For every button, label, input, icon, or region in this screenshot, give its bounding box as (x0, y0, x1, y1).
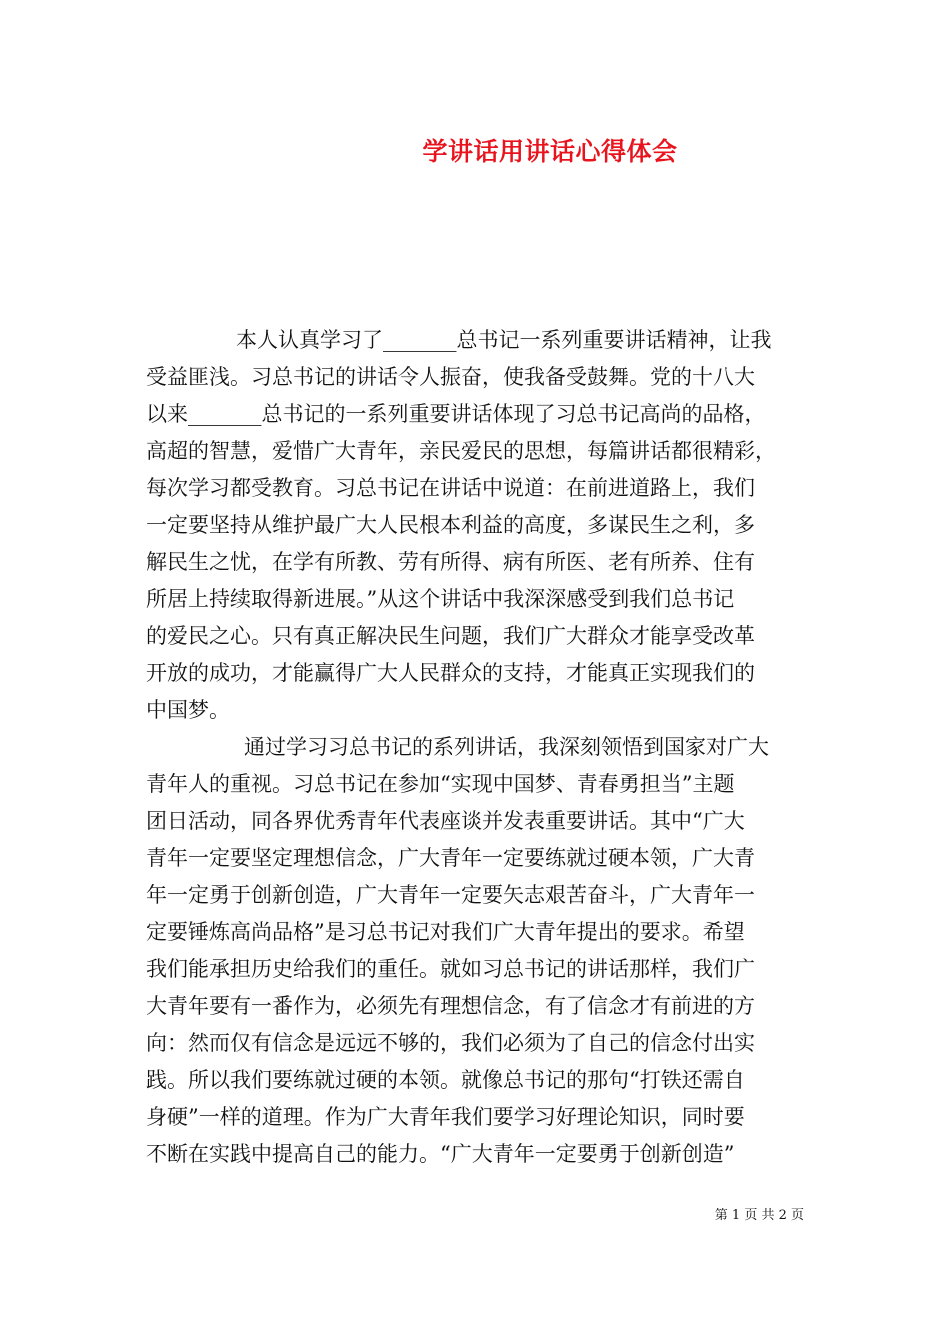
text-line: 受益匪浅。习总书记的讲话令人振奋，使我备受鼓舞。党的十八大 (146, 365, 755, 389)
page-number-footer: 第 1 页 共 2 页 (714, 1208, 804, 1223)
text-line: 团日活动，同各界优秀青年代表座谈并发表重要讲话。其中“广大 (146, 809, 745, 833)
text-line: 青年一定要坚定理想信念，广大青年一定要练就过硬本领，广大青 (146, 846, 755, 870)
text-line: 高超的智慧，爱惜广大青年，亲民爱民的思想，每篇讲话都很精彩， (146, 439, 776, 463)
text-line: 大青年要有一番作为，必须先有理想信念，有了信念才有前进的方 (146, 994, 755, 1018)
paragraph-1 (146, 322, 816, 729)
text-line: 解民生之忧，在学有所教、劳有所得、病有所医、老有所养、住有 (146, 550, 755, 574)
paragraph-2 (146, 729, 816, 1173)
text-line: 一定要坚持从维护最广大人民根本利益的高度，多谋民生之利，多 (146, 513, 755, 537)
document-body (146, 322, 816, 1173)
text-line: 的爱民之心。只有真正解决民生问题，我们广大群众才能享受改革 (146, 624, 755, 648)
text-line: 每次学习都受教育。习总书记在讲话中说道：在前进道路上，我们 (146, 476, 755, 500)
text-line: 青年人的重视。习总书记在参加“实现中国梦、青春勇担当”主题 (146, 772, 735, 796)
text-line: 向：然而仅有信念是远远不够的，我们必须为了自己的信念付出实 (146, 1031, 755, 1055)
text-line: 所居上持续取得新进展。”从这个讲话中我深深感受到我们总书记 (146, 587, 735, 611)
page-title: 学讲话用讲话心得体会 (422, 137, 678, 166)
text-line: 践。所以我们要练就过硬的本领。就像总书记的那句“打铁还需自 (146, 1068, 745, 1092)
text-line: 本人认真学习了_______总书记一系列重要讲话精神，让我 (236, 328, 772, 352)
text-line: 年一定勇于创新创造，广大青年一定要矢志艰苦奋斗，广大青年一 (146, 883, 755, 907)
text-line: 中国梦。 (146, 698, 230, 722)
text-line: 开放的成功，才能赢得广大人民群众的支持，才能真正实现我们的 (146, 661, 755, 685)
text-line: 不断在实践中提高自己的能力。“广大青年一定要勇于创新创造” (146, 1142, 735, 1166)
text-line: 身硬”一样的道理。作为广大青年我们要学习好理论知识，同时要 (146, 1105, 745, 1129)
text-line: 通过学习习总书记的系列讲话，我深刻领悟到国家对广大 (244, 735, 769, 759)
text-line: 我们能承担历史给我们的重任。就如习总书记的讲话那样，我们广 (146, 957, 755, 981)
text-line: 以来_______总书记的一系列重要讲话体现了习总书记高尚的品格， (146, 402, 766, 426)
text-line: 定要锤炼高尚品格”是习总书记对我们广大青年提出的要求。希望 (146, 920, 745, 944)
